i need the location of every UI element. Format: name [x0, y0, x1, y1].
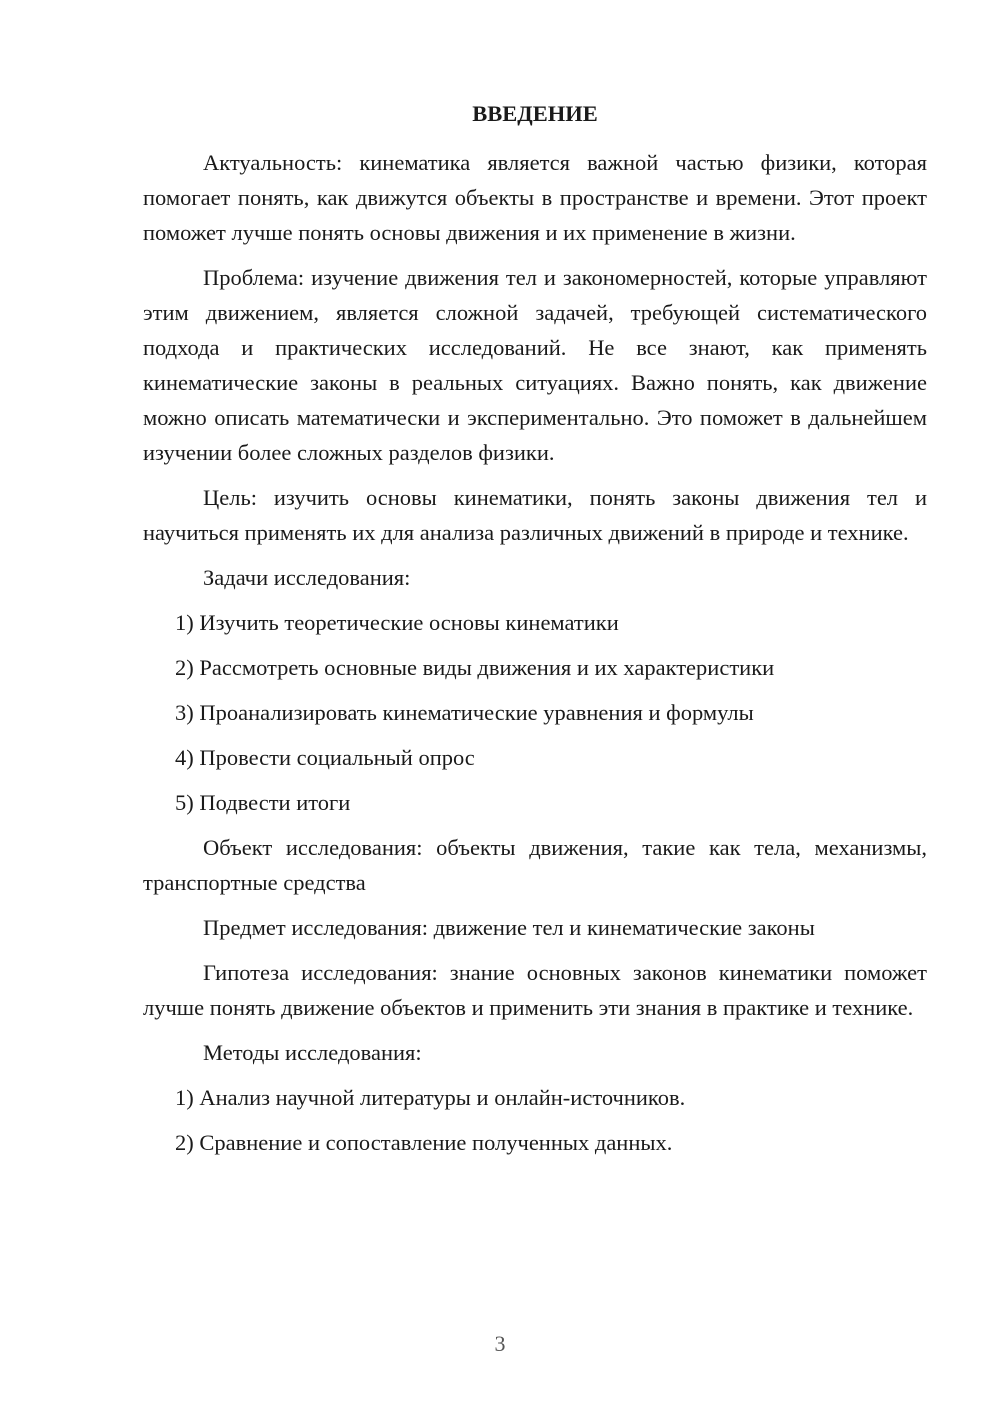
- subject-paragraph: Предмет исследования: движение тел и кинематические законы: [203, 915, 815, 940]
- section-title: ВВЕДЕНИЕ: [472, 101, 598, 126]
- task-item: 2) Рассмотреть основные виды движения и их характеристики: [175, 655, 775, 680]
- method-item: 2) Сравнение и сопоставление полученных данных.: [175, 1130, 673, 1155]
- hypothesis-paragraph: Гипотеза исследования: знание основных законов кинематики поможет лучше понять движение объектов и применить эти знания в практике и технике.: [143, 960, 927, 1020]
- problem-paragraph: Проблема: изучение движения тел и закономерностей, которые управляют этим движением, является сложной задачей, требующей систематического подхода и практических исследований. Не все знают, как применять кинематические законы в реальных ситуациях. Важно понять, как движение можно описать математически и экспериментально. Это поможет в дальнейшем изучении более сложных разделов физики.: [143, 265, 927, 465]
- document-page: [143, 96, 927, 1170]
- methods-heading: Методы исследования:: [203, 1040, 422, 1065]
- page-number: 3: [494, 1331, 506, 1356]
- relevance-paragraph: Актуальность: кинематика является важной частью физики, которая помогает понять, как движутся объекты в пространстве и времени. Этот проект поможет лучше понять основы движения и их применение в жизни.: [143, 150, 927, 245]
- method-item: 1) Анализ научной литературы и онлайн-источников.: [175, 1085, 686, 1110]
- task-item: 1) Изучить теоретические основы кинематики: [175, 610, 619, 635]
- task-item: 4) Провести социальный опрос: [175, 745, 475, 770]
- tasks-heading: Задачи исследования:: [203, 565, 411, 590]
- object-paragraph: Объект исследования: объекты движения, такие как тела, механизмы, транспортные средства: [143, 835, 927, 895]
- goal-paragraph: Цель: изучить основы кинематики, понять законы движения тел и научиться применять их для анализа различных движений в природе и технике.: [143, 485, 927, 545]
- task-item: 5) Подвести итоги: [175, 790, 351, 815]
- task-item: 3) Проанализировать кинематические уравнения и формулы: [175, 700, 754, 725]
